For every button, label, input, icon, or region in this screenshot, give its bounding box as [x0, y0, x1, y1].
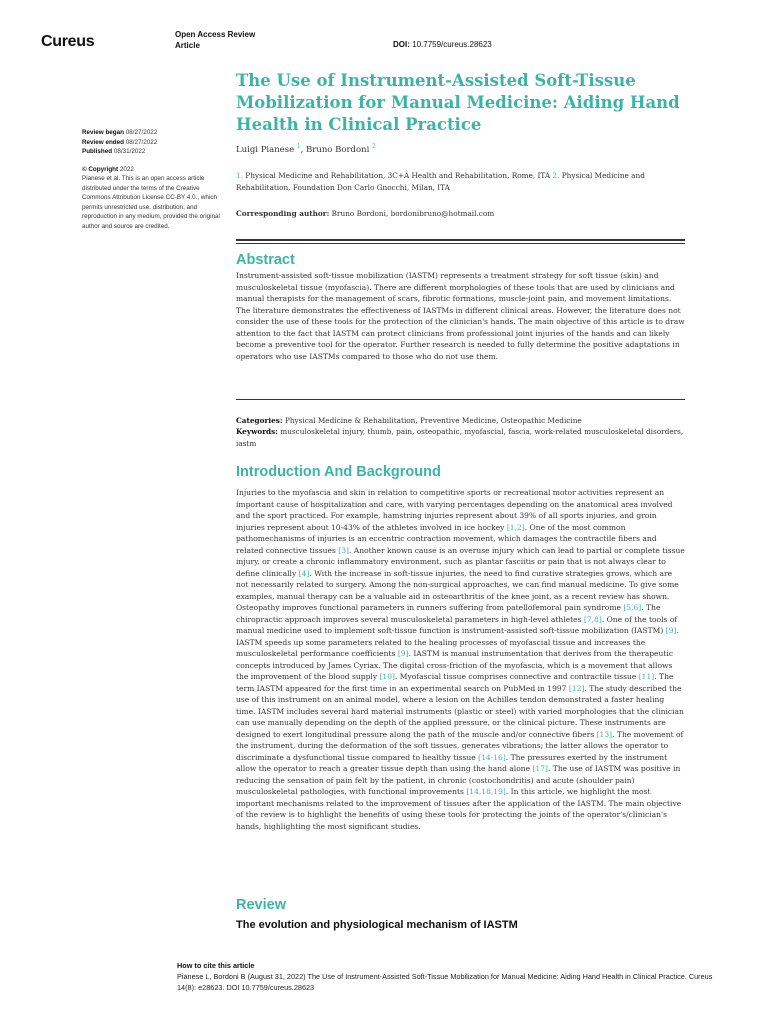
intro-text-segment: . The chiropractic approach improves several musculoskeletal parameters in high-level athletes — [236, 603, 661, 624]
cureus-logo[interactable]: Cureus — [41, 33, 95, 50]
keywords — [236, 426, 686, 449]
intro-text-segment: . In this article, we highlight the most important mechanisms related to the improvement of tissues after the application of the IASTM. The main objective of the review is to highlight the benefits of using these tools for protecting the joints of the operator's/clinician's hands, highlighting the most significant studies. — [236, 787, 682, 831]
article-type — [175, 29, 255, 51]
citation-link[interactable]: [7,8] — [583, 614, 602, 624]
citation-link[interactable]: [9] — [665, 626, 677, 635]
citation-link[interactable]: [14,18,19] — [466, 787, 506, 796]
published-date: 08/31/2022 — [113, 148, 146, 155]
intro-text-segment: . One of the tools of manual medicine used to implement soft-tissue function is instrument-assisted soft-tissue mobilization (IASTM) — [236, 614, 678, 635]
cite-text: Pianese L, Bordoni B (August 31, 2022) The Use of Instrument-Assisted Soft-Tissue Mobilization for Manual Medicine: Aiding Hand Health in Clinical Practice. Cureus 14(8): e28623. DOI 10.7759/cureus.28623 — [177, 972, 713, 992]
citation-link[interactable]: [4] — [298, 568, 310, 578]
review-dates — [82, 128, 222, 157]
corresponding-author — [236, 209, 494, 218]
citation-link[interactable]: [17] — [532, 764, 548, 773]
affil-number-1: 1. — [236, 171, 243, 180]
author-1-affil[interactable]: 1 — [296, 143, 301, 150]
author-2-affil[interactable]: 2 — [372, 143, 376, 150]
citation-link[interactable]: [5,6] — [623, 603, 642, 612]
intro-heading: Introduction And Background — [236, 464, 441, 480]
categories — [236, 415, 686, 427]
intro-text-segment: . The term IASTM appeared for the first time in an experimental search on PubMed in 1997 — [236, 672, 674, 693]
corresponding-author-label: Corresponding author: — [236, 209, 330, 218]
abstract-top-rule — [236, 239, 685, 241]
review-ended-date: 08/27/2022 — [125, 138, 158, 146]
sidebar-info — [82, 128, 222, 239]
abstract-top-rule-thin — [236, 243, 685, 244]
review-began-label: Review began — [82, 129, 124, 136]
copyright-label: © Copyright — [82, 165, 119, 173]
copyright-year: 2022 — [119, 165, 134, 173]
review-heading: Review — [236, 897, 286, 913]
intro-text-segment: . The movement of the instrument, during the deformation of the soft tissues, generates vibrations; the latter allows the operator to discriminate a dysfunctional tissue compared to healthy tissue — [236, 729, 684, 762]
license-text: Pianese et al. This is an open access article distributed under the terms of the Creative Commons Attribution License CC-BY 4.0., which permits unrestricted use, distribution, and reproduction in any medium, provided the original author and source are credited. — [82, 175, 220, 230]
citation-link[interactable]: [3] — [338, 545, 349, 555]
citation-link[interactable]: [12] — [568, 683, 585, 693]
author-2[interactable]: Bruno Bordoni — [306, 144, 370, 155]
article-type-line2: Article — [175, 41, 200, 50]
intro-text-segment: . The pressures exerted by the instrument allow the operator to reach a greater tissue depth than using the hand alone — [236, 752, 668, 773]
intro-text-segment: . Myofascial tissue comprises connective and contractile tissue — [394, 672, 639, 681]
article-title: The Use of Instrument-Assisted Soft-Tissue Mobilization for Manual Medicine: Aiding Hand Health in Clinical Practice — [236, 71, 680, 134]
keywords-value[interactable]: musculoskeletal injury, thumb, pain, osteopathic, myofascial, fascia, work-related musculoskeletal disorders, iastm — [236, 427, 684, 448]
affil-number-2: 2. — [552, 171, 560, 180]
intro-text-segment: . With the increase in soft-tissue injuries, the need to find curative strategies grows, which are not necessarily related to surgery. Among the non-surgical approaches, we can find manual medicine. To give some examples, manual therapy can be a valuable aid in osteoarthritis of the knee joint, as a recent review has shown. Osteopathy improves functional parameters in runners suffering from patellofemoral pain syndrome — [236, 568, 679, 612]
citation-link[interactable]: [1,2] — [506, 522, 525, 532]
abstract-heading: Abstract — [236, 252, 295, 268]
citation-link[interactable]: [10] — [379, 672, 395, 681]
review-subheading: The evolution and physiological mechanism of IASTM — [236, 919, 518, 931]
keywords-label: Keywords: — [236, 427, 278, 436]
abstract-bottom-rule — [236, 399, 685, 400]
affiliation-2: Physical Medicine and Rehabilitation, Foundation Don Carlo Gnocchi, Milan, ITA — [236, 171, 645, 192]
categories-value[interactable]: Physical Medicine & Rehabilitation, Preventive Medicine, Osteopathic Medicine — [284, 416, 582, 425]
intro-text-segment: . The use of IASTM was positive in reducing the sensation of pain felt by the patient, in chronic (costochondritis) and acute (shoulder pain) musculoskeletal pathologies, with functional improvements — [236, 764, 681, 796]
article-type-line1: Open Access Review — [175, 30, 256, 39]
citation-link[interactable]: [13] — [596, 729, 613, 739]
how-to-cite — [177, 960, 717, 993]
doi-value[interactable]: 10.7759/cureus.28623 — [412, 40, 492, 49]
doi-header[interactable] — [393, 40, 492, 49]
intro-text-segment: . IASTM speeds up some parameters related to the healing processes of myofascial tissue and increases the musculoskeletal performance coefficients — [236, 626, 679, 658]
citation-link[interactable]: [11] — [638, 672, 655, 681]
author-list — [236, 143, 376, 155]
citation-link[interactable]: [9] — [397, 649, 409, 658]
affiliation-1: Physical Medicine and Rehabilitation, 3C+A Health and Rehabilitation, Rome, ITA — [245, 171, 551, 180]
doi-label: DOI: — [393, 40, 410, 49]
intro-text-segment: . IASTM is manual instrumentation that derives from the therapeutic concepts introduced by James Cyriax. The digital cross-friction of the myofascia, which is a movement that allows the improvement of the blood supply — [236, 649, 674, 681]
abstract-text: Instrument-assisted soft-tissue mobilization (IASTM) represents a treatment strategy for soft tissue (skin) and musculoskeletal tissue (myofascia). There are different morphologies of these tools that are used by clinicians and manual therapists for the management of scars, fibrotic formations, muscle-joint pain, and movement limitations. The literature demonstrates the effectiveness of IASTMs in different clinical areas. However, the literature does not consider the use of these tools for the protection of the clinician's hands. The main objective of this article is to draw attention to the fact that IASTM can protect clinicians from professional joint injuries of the hands and can likely become a preventive tool for the operator. Further research is needed to fully determine the positive adaptations in operators who use IASTMs compared to those who do not use them. — [236, 271, 685, 361]
published-label: Published — [82, 148, 113, 155]
categories-label: Categories: — [236, 416, 283, 425]
affiliations — [236, 170, 676, 193]
review-ended-label: Review ended — [82, 138, 124, 146]
intro-text-segment: Injuries to the myofascia and skin in relation to competitive sports or recreational motor activities represent an important cause of hospitalization and care, with varying percentages depending on the anatomical area involved and the sport practiced. For example, hamstring injuries represent about 39% of all sports injuries, and groin injuries represent about 10-43% of the athletes involved in ice hockey — [236, 488, 673, 532]
intro-text — [236, 487, 686, 832]
author-separator: , — [300, 144, 307, 155]
citation-link[interactable]: [14-16] — [478, 752, 506, 762]
cite-heading: How to cite this article — [177, 961, 255, 970]
intro-text-segment: . One of the most common pathomechanisms of injuries is an eccentric contraction movement, which damages the contractile fibers and related connective tissues — [236, 522, 657, 555]
intro-text-segment: . Another known cause is an overuse injury which can lead to partial or complete tissue injury, or create a chronic inflammatory environment, such as plantar fasciitis or pain that is not always clear to define clinically — [236, 545, 685, 578]
intro-text-segment: . The study described the use of this instrument on an animal model, where a lesion on the Achilles tendon demonstrated a faster healing time. IASTM includes several hard material instruments (plastic or steel) with varied morphologies that the clinician can use manually depending on the depth of the applied pressure, or the clinical picture. These instruments are designed to exert longitudinal pressure along the path of the muscle and/or connective fibers — [236, 683, 684, 739]
author-1[interactable]: Luigi Pianese — [236, 144, 295, 155]
copyright-block — [82, 165, 222, 232]
review-began-date: 08/27/2022 — [125, 129, 158, 136]
corresponding-author-value[interactable]: Bruno Bordoni, bordonibruno@hotmail.com — [331, 209, 495, 218]
